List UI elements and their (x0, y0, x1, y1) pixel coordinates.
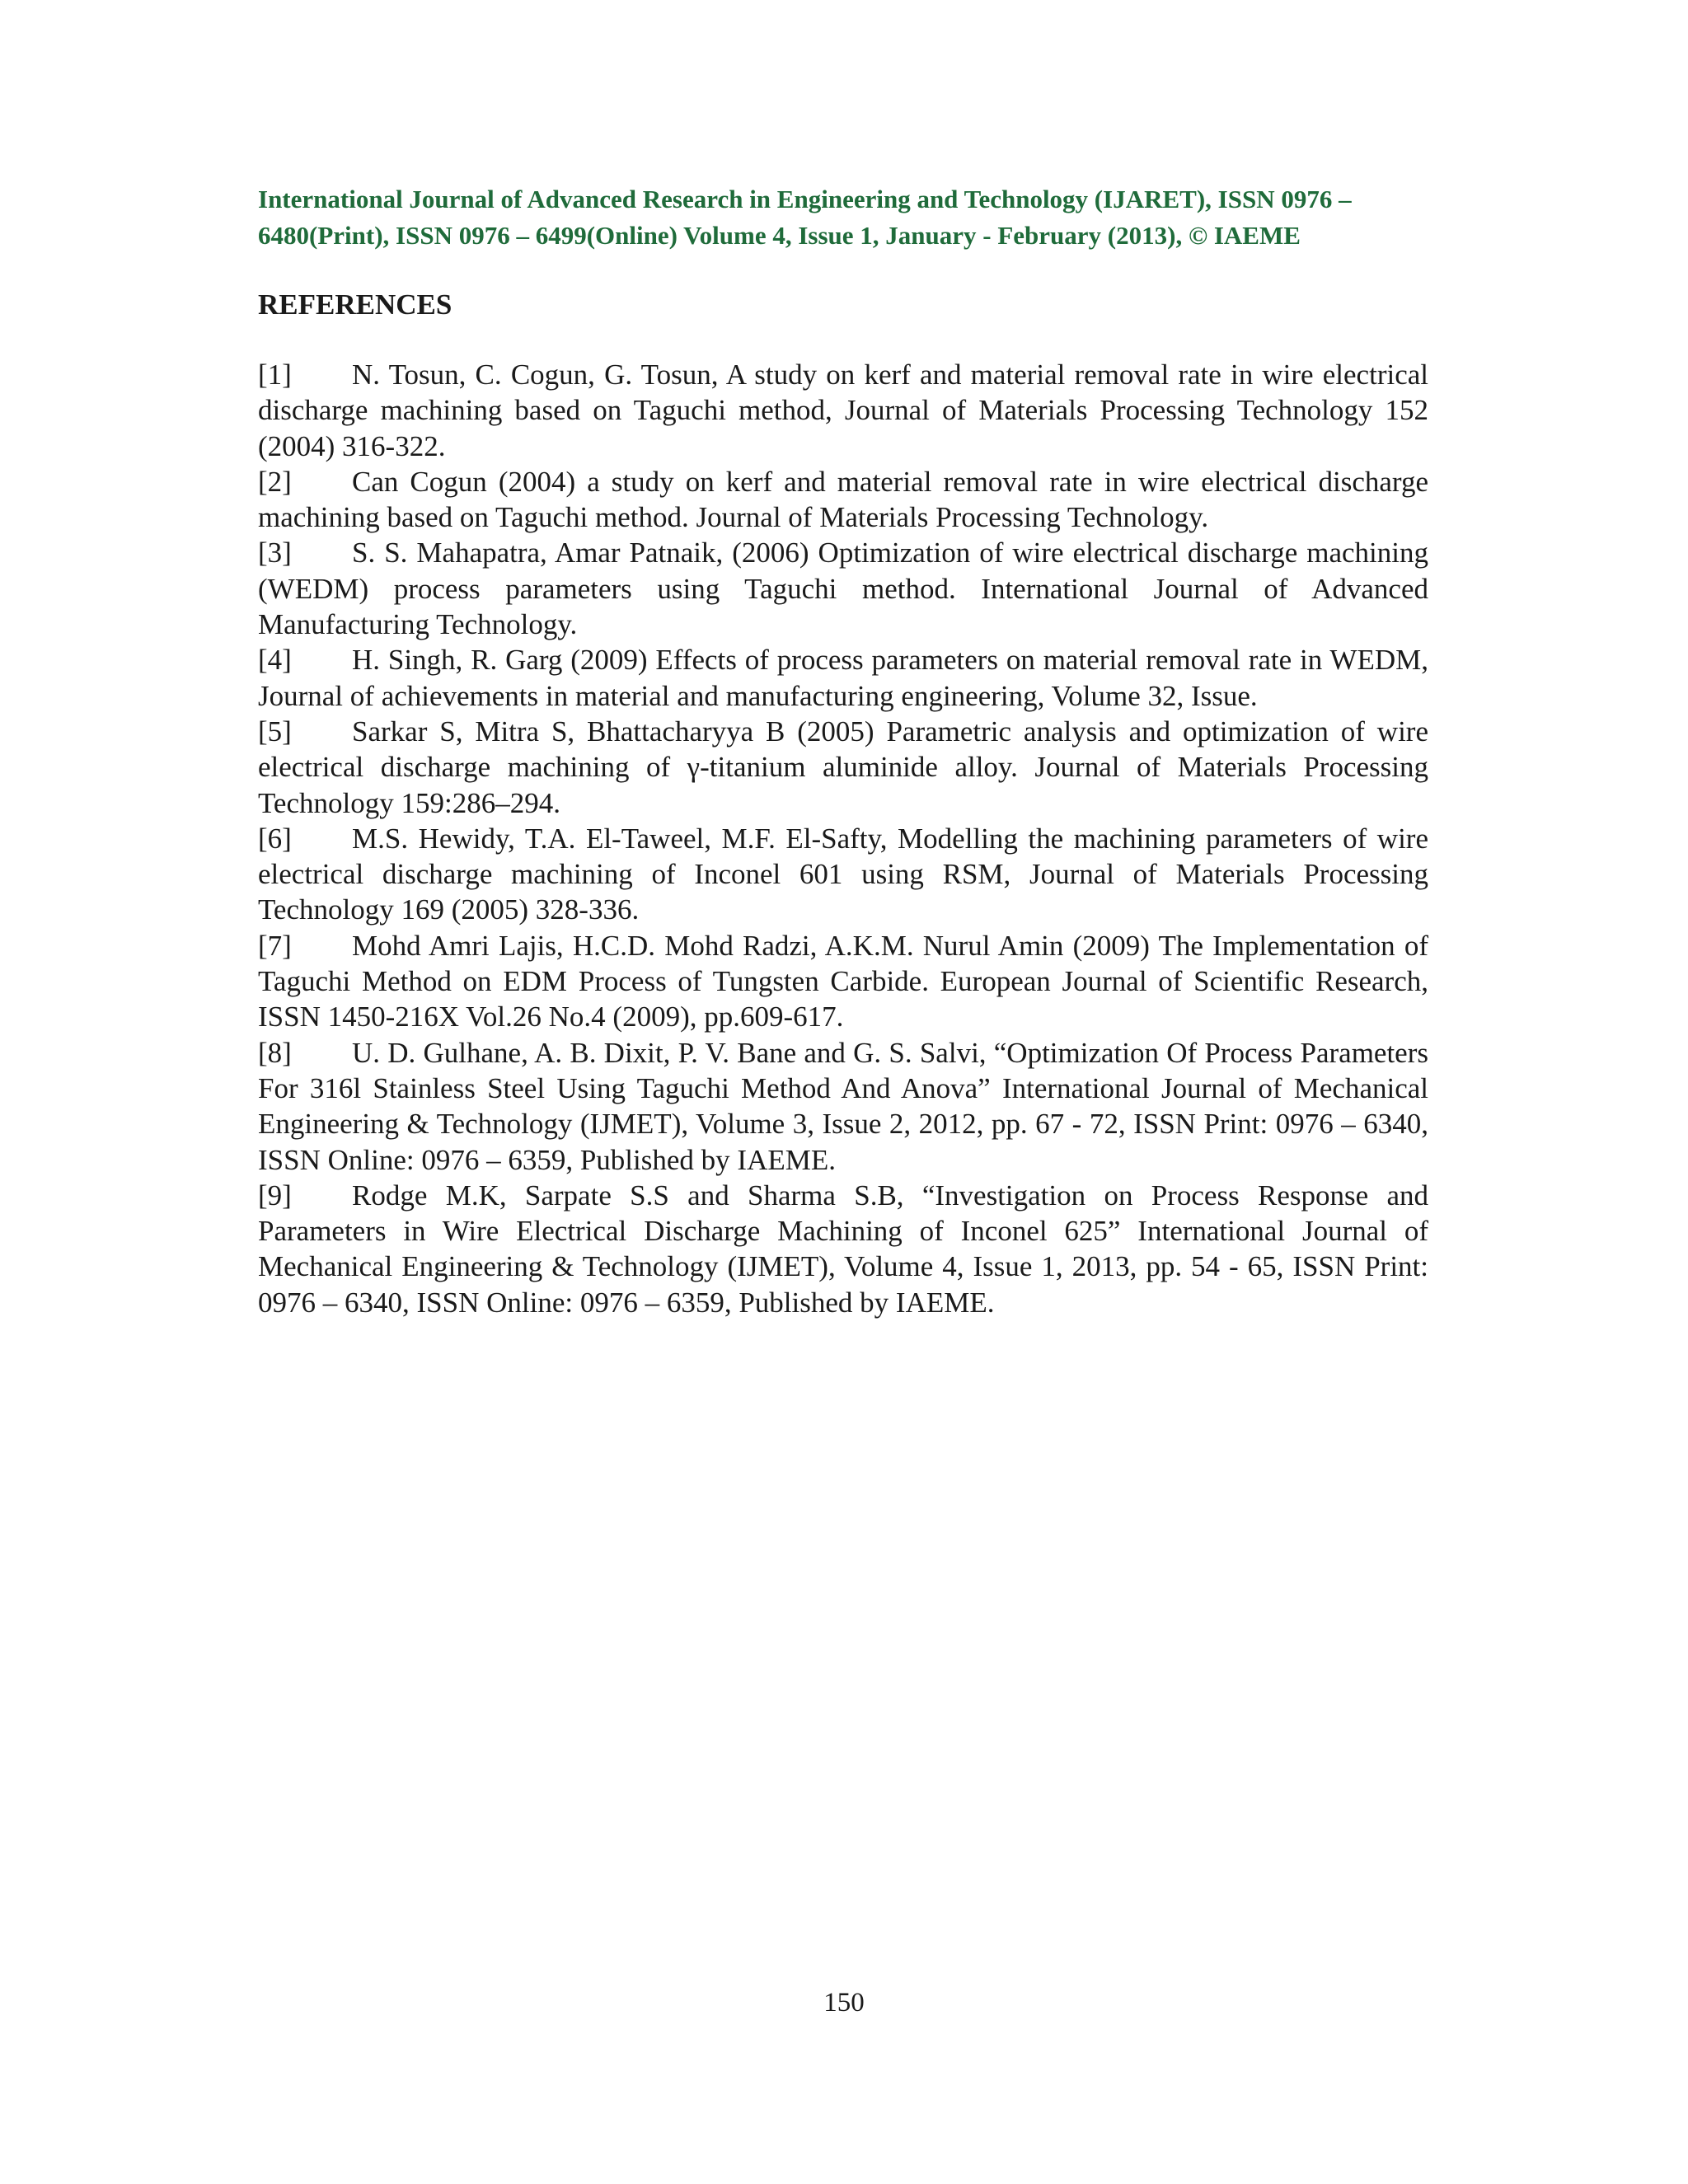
journal-header (258, 181, 1428, 254)
reference-number: [6] (258, 822, 292, 855)
reference-text: Mohd Amri Lajis, H.C.D. Mohd Radzi, A.K.M. Nurul Amin (2009) The Implementation of Taguchi Method on EDM Process of Tungsten Carbide. European Journal of Scientific Research, ISSN 1450-216X Vol.26 No.4 (2009), pp.609-617. (258, 929, 1428, 1033)
reference-number: [3] (258, 537, 292, 569)
reference-number: [8] (258, 1036, 292, 1069)
reference-list (258, 357, 1428, 1320)
reference-number: [5] (258, 715, 292, 748)
reference-text: U. D. Gulhane, A. B. Dixit, P. V. Bane and G. S. Salvi, “Optimization Of Process Parameters For 316l Stainless Steel Using Taguchi Method And Anova” International Journal of Mechanical Engineering & Technology (IJMET), Volume 3, Issue 2, 2012, pp. 67 - 72, ISSN Print: 0976 – 6340, ISSN Online: 0976 – 6359, Published by IAEME. (258, 1036, 1428, 1176)
reference-item-4 (258, 642, 1428, 714)
references-heading: REFERENCES (258, 288, 452, 321)
page-number: 150 (823, 1988, 865, 2018)
reference-text: Can Cogun (2004) a study on kerf and material removal rate in wire electrical discharge machining based on Taguchi method. Journal of Materials Processing Technology. (258, 465, 1428, 534)
reference-number: [9] (258, 1179, 292, 1212)
reference-number: [1] (258, 359, 292, 391)
reference-text: N. Tosun, C. Cogun, G. Tosun, A study on kerf and material removal rate in wire electrical discharge machining based on Taguchi method, Journal of Materials Processing Technology 152 (2004) 316-322. (258, 359, 1428, 462)
reference-item-5 (258, 714, 1428, 821)
reference-text: M.S. Hewidy, T.A. El-Taweel, M.F. El-Safty, Modelling the machining parameters of wire electrical discharge machining of Inconel 601 using RSM, Journal of Materials Processing Technology 169 (2005) 328-336. (258, 822, 1428, 926)
reference-text: H. Singh, R. Garg (2009) Effects of process parameters on material removal rate in WEDM, Journal of achievements in material and manufacturing engineering, Volume 32, Issue. (258, 644, 1428, 712)
reference-text: S. S. Mahapatra, Amar Patnaik, (2006) Optimization of wire electrical discharge machining (WEDM) process parameters using Taguchi method. International Journal of Advanced Manufacturing Technology. (258, 537, 1428, 641)
reference-number: [4] (258, 644, 292, 677)
reference-item-2 (258, 464, 1428, 536)
reference-text: Sarkar S, Mitra S, Bhattacharyya B (2005) Parametric analysis and optimization of wire electrical discharge machining of γ-titanium aluminide alloy. Journal of Materials Processing Technology 159:286–294. (258, 715, 1428, 819)
reference-item-3 (258, 535, 1428, 642)
reference-item-8 (258, 1035, 1428, 1178)
reference-number: [7] (258, 929, 292, 962)
journal-header-line-2: 6480(Print), ISSN 0976 – 6499(Online) Volume 4, Issue 1, January - February (2013), © IAEME (258, 221, 1301, 250)
reference-item-6 (258, 821, 1428, 928)
reference-number: [2] (258, 465, 292, 498)
reference-item-9 (258, 1178, 1428, 1320)
reference-text: Rodge M.K, Sarpate S.S and Sharma S.B, “Investigation on Process Response and Parameters in Wire Electrical Discharge Machining of Inconel 625” International Journal of Mechanical Engineering & Technology (IJMET), Volume 4, Issue 1, 2013, pp. 54 - 65, ISSN Print: 0976 – 6340, ISSN Online: 0976 – 6359, Published by IAEME. (258, 1179, 1428, 1319)
reference-item-7 (258, 928, 1428, 1035)
reference-item-1 (258, 357, 1428, 464)
journal-header-line-1: International Journal of Advanced Research in Engineering and Technology (IJARET), ISSN 0976 – (258, 185, 1352, 213)
